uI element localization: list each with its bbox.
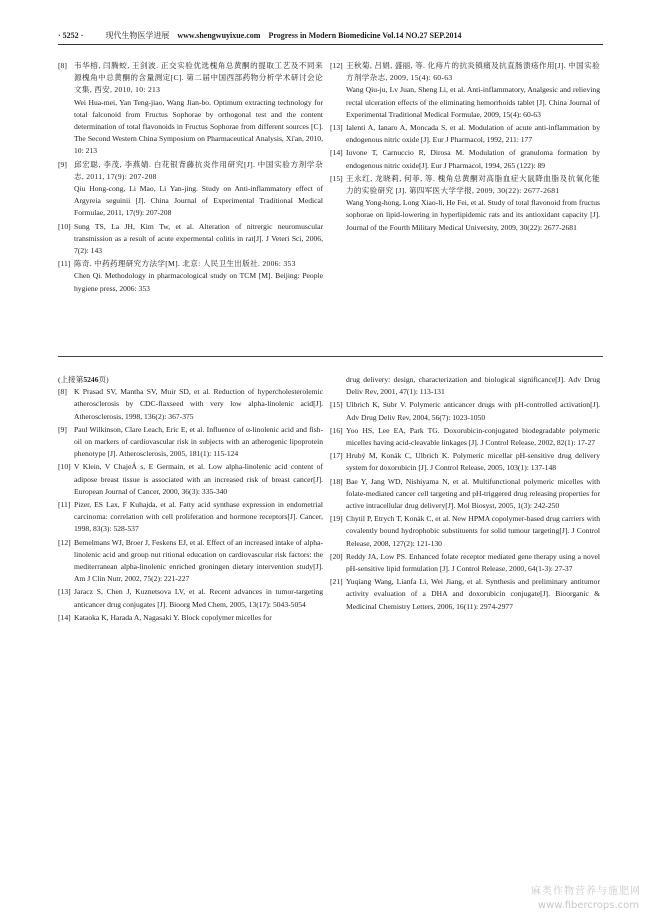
reference-item [58,586,323,610]
reference-item [58,461,323,498]
watermark-text: 麻类作物营养与施肥网 [531,886,641,897]
reference-text-en: Paul Wilkinson, Clare Leach, Eric E, et al. Influence of α-linolenic acid and fish-oil on markers of cardiovascular risk in subjects with an atherogenic lipoprotein phenotype [J]. Atherosclerosis, 2005, 181(1): 115-124 [74,424,323,459]
references-bottom-left [58,374,323,625]
reference-text-en: Wang Qiu-ju, Lv Juan, Sheng Li, et al. Anti-inflammatory, Analgesic and relieving rectal ulceration effects of the eliminating hemorrhoids tablet [J]. China Journal of Experimental Traditional Medical Formulae, 2009, 15(4): 60-63 [346,85,600,119]
reference-text-en: Jaracz S, Chen J, Kuznetsova LV, et al. Recent advances in tumor-targeting anticancer drug conjugates [J]. Bioorg Med Chem, 2005, 13(17): 5043-5054 [74,587,323,609]
reference-text-en: Bemelmans WJ, Broer J, Feskens EJ, et al. Effect of an increased intake of alpha-linolenic acid and group nut ritional education on cardiovascular risk factors: the mediterranean alpha-linolenic enriched groningen dietary intervention study[J]. Am J Clin Nutr, 2002, 75(2): 221-227 [74,537,323,584]
watermark-url: www.fibercrops.com [537,900,639,911]
reference-number: [10] [58,462,71,472]
page-number: · 5252 · [58,31,84,40]
reference-number: [21] [330,577,343,587]
running-header [58,30,603,41]
reference-item [330,173,600,234]
reference-item [330,147,600,171]
reference-item [330,450,600,474]
reference-text-en: Bae Y, Jang WD, Nishiyama N, et al. Multifunctional polymeric micelles with folate-mediated cancer cell targeting and pH-triggered drug releasing properties for active intracellular drug delivery[J]. Mol Biosyst, 2005, 1(3): 242-250 [346,476,600,511]
reference-item [58,221,323,258]
reference-text-cn: 王秋菊, 吕娟, 盛丽, 等. 化痔片的抗炎镇痛及抗直肠溃疡作用[J]. 中国实验方剂学杂志, 2009, 15(4): 60-63 [346,61,600,83]
reference-number: [13] [330,123,343,133]
reference-item [58,499,323,536]
header-rule [58,44,603,45]
reference-item [330,576,600,613]
reference-item [330,399,600,423]
journal-url: www.shengwuyixue.com [177,31,261,40]
reference-number: [10] [58,221,71,231]
reference-number: [19] [330,514,343,524]
reference-number: [9] [58,424,67,434]
reference-number: [18] [330,476,343,486]
reference-text-en: K Prasad SV, Mantha SV, Muir SD, et al. Reduction of hypercholesterolemic atherosclerosis by CDC-flaxseed with very low alpha-linolenic acid[J]. Atherosclerosis, 1998, 136(2): 367-375 [74,387,323,421]
reference-number: [12] [330,61,343,70]
reference-item [330,374,600,398]
reference-number: [11] [58,259,71,269]
reference-item [58,612,323,624]
reference-number: [8] [58,387,67,397]
references-top-left [58,60,323,296]
reference-number: [15] [330,173,343,183]
reference-text-en: Yoo HS, Lee EA, Park TG. Doxorubicin-conjugated biodegradable polymeric micelles having acid-cleavable linkages [J]. J Control Release, 2002, 82(1): 17-27 [346,425,600,448]
continued-from-note: (上接第5246页) [58,375,109,384]
reference-item [58,424,323,461]
reference-text-en: Yuqiang Wang, Lianfa Li, Wei Jiang, et al. Synthesis and preliminary antitumor activity evaluation of a DHA and doxorubicin conjugate[J]. Bioorganic & Medicinal Chemistry Letters, 2006, 16(11): 2974-2977 [346,577,600,611]
journal-title-en: Progress in Modern Biomedicine Vol.14 NO.27 SEP.2014 [268,31,462,40]
reference-number: [12] [58,537,71,547]
reference-item [330,425,600,449]
reference-text-cn: 韦华榕, 闫腾蛟, 王剑波. 正交实验优选槐角总黄酮的提取工艺及不同来源槐角中总黄酮的含量测定[C]. 第二届中国西部药物分析学术研讨会论文集, 西安, 2010, 10: 213 [74,61,323,95]
reference-item [58,386,323,423]
reference-text-cn: 邱宏聪, 李茂, 李燕婧. 白花银背藤抗炎作用研究[J]. 中国实验方剂学杂志, 2011, 17(9): 207-208 [74,159,323,181]
reference-text-en: Wei Hua-mei, Yan Teng-jiao, Wang Jian-bo. Optimum extracting technology for total falconoid from Fructus Sophorae by orthogonal test and the content determination of total flavonoids in Fructus Sophorae from different sources [C]. The Second Western China Symposium on Pharmaceutical Analysis, Xi'an, 2010, 10: 213 [74,97,323,156]
reference-item [330,551,600,575]
reference-number: [15] [330,400,343,410]
reference-text-en: Chen Qi. Methodology in pharmacological study on TCM [M]. Beijing: People hygiene press, 2006: 353 [74,271,323,293]
reference-text-en: drug delivery: design, characterization and biological significance[J]. Adv Drug Deliv Rev, 2001, 47(1): 113-131 [346,375,600,397]
reference-text-en: Kataoka K, Harada A, Nagasaki Y. Block copolymer micelles for [74,612,272,622]
reference-text-en: Chytil P, Etrych T, Konák C, et al. New HPMA copolymer-based drug carriers with covalently bound hydrophobic substituents for solid tumour targeting[J]. J Control Release, 2008, 127(2): 121-130 [346,514,600,548]
reference-item [330,60,600,121]
reference-item [58,537,323,586]
reference-item [330,513,600,550]
references-top-right [330,60,600,235]
reference-number: [9] [58,159,67,169]
reference-number: [11] [58,500,71,510]
reference-text-en: Wang Yong-hong, Long Xiao-li, He Fei, et al. Study of total flavonoid from fructus sophorae on lipid-lowering in hyperlipidemic rats and its antioxidant capacity [J]. Journal of the Fourth Military Medical University, 2009, 30(22): 2677-2681 [346,198,600,232]
reference-text-en: Hrubý M, Konák C, Ulbrich K. Polymeric micellar pH-sensitive drug delivery system for doxorubicin [J]. J Control Release, 2005, 103(1): 137-148 [346,451,600,473]
reference-text-cn: 陈奇. 中药药理研究方法学[M]. 北京: 人民卫生出版社. 2006: 353 [74,259,296,269]
reference-number: [14] [330,148,343,158]
reference-number: [16] [330,425,343,435]
reference-item [330,122,600,146]
reference-item [58,60,323,158]
reference-number: [17] [330,451,343,461]
reference-number: [20] [330,551,343,561]
reference-text-en: Ulbrich K, Subr V. Polymeric anticancer drugs with pH-controlled activation[J]. Adv Drug Deliv Rev, 2004, 56(7): 1023-1050 [346,400,600,422]
reference-text-en: Qiu Hong-cong, Li Mao, Li Yan-jing. Study on Anti-inflammatory effect of Argyreia seguinii [J]. China Journal of Experimental Traditional Medical Formulae, 2011, 17(9): 207-208 [74,184,323,218]
reference-number: [14] [58,612,71,622]
reference-text-cn: 王永红, 龙晓莉, 何菲, 等. 槐角总黄酮对高脂血症大鼠降血脂及抗氧化能力的实验研究 [J]. 第四军医大学学报, 2009, 30(22): 2677-2681 [346,173,600,196]
reference-text-en: Iuvone T, Carnuccio R, Dirosa M. Modulation of granuloma formation by endogenous nitric oxide[J]. Eur J Pharmacol, 1994, 265 (122): 89 [346,148,600,170]
reference-number: [8] [58,61,67,70]
reference-item [58,159,323,220]
reference-number: [13] [58,587,71,597]
reference-text-en: Reddy JA, Low PS. Enhanced folate receptor mediated gene therapy using a novel pH-sensitive lipid formulation [J]. J Control Release, 2000, 64(1-3): 27-37 [346,551,600,574]
reference-text-en: Sung TS, La JH, Kim Tw, et al. Alteration of nitrergic neuromuscular transmission as a result of acute expermental colitis in rat[J]. J Veteri Sci, 2006, 7(2): 143 [74,221,323,256]
reference-text-en: Pizer, ES Lax, F Kuhajda, et al. Fatty acid synthase expression in endometrial carcinoma: correlation with cell proliferation and hormone receptors[J]. Cancer, 1998, 83(3): 528-537 [74,500,323,534]
reference-text-en: Ialenti A, Ianaro A, Moncada S, et al. Modulation of acute anti-inflammation by endogenous nitric oxide [J]. Eur J Pharmacol, 1992, 211: 177 [346,123,600,145]
references-bottom-right [330,374,600,614]
section-divider [58,356,603,357]
journal-title-cn: 现代生物医学进展 [105,31,170,40]
reference-item [58,258,323,295]
reference-text-en: V Klein, V ChajeÁ s, E Germain, et al. Low alpha-linolenic acid content of adipose breast tissue is associated with an increased risk of breast cancer[J]. European Journal of Cancer, 2000, 36(3): 335-340 [74,462,323,496]
reference-item [330,476,600,513]
